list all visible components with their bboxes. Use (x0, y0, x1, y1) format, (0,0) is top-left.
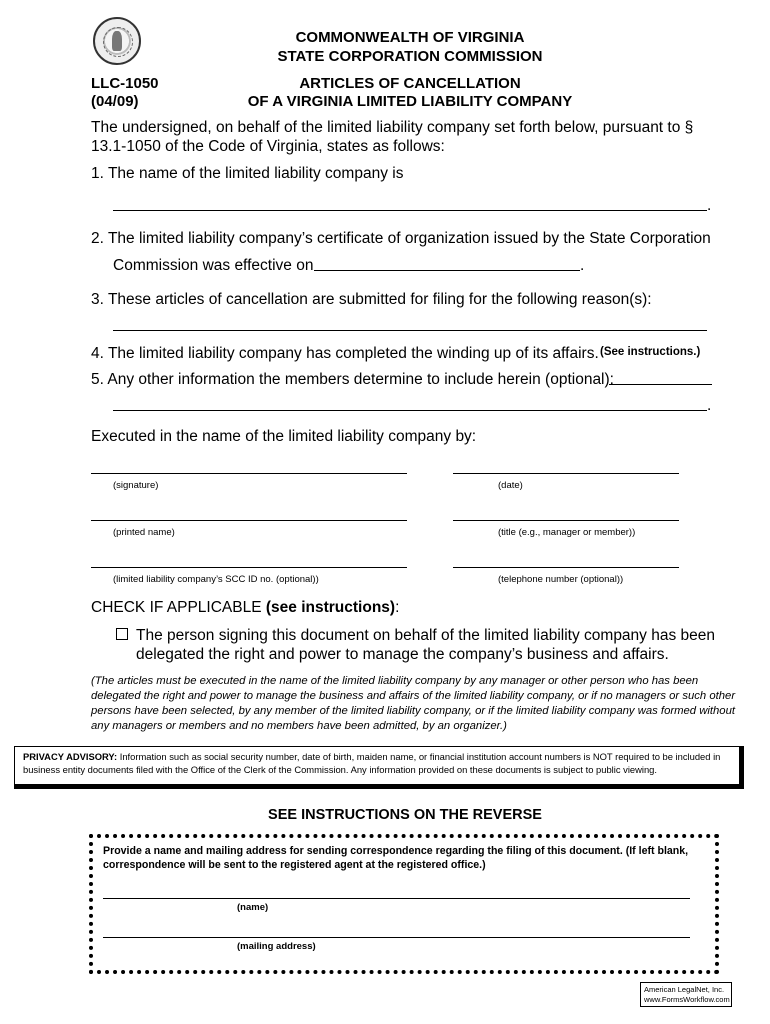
telephone-field[interactable] (453, 567, 679, 568)
publisher-box (640, 982, 732, 1007)
form-number: LLC-1050 (91, 75, 159, 92)
printed-name-field[interactable] (91, 520, 407, 521)
mailing-name-label: (name) (237, 902, 269, 913)
mailing-instructions: Provide a name and mailing address for sending correspondence regarding the filing of this document. (If left blank, correspondence will be sent to the registered agent at the registered office.) (103, 845, 689, 871)
form-title-line1: ARTICLES OF CANCELLATION (299, 75, 521, 92)
form-date: (04/09) (91, 93, 139, 110)
cancellation-reason-field[interactable] (113, 330, 707, 331)
signature-field[interactable] (91, 473, 407, 474)
company-name-field[interactable] (113, 210, 707, 211)
printed-name-label: (printed name) (113, 527, 175, 538)
title-field[interactable] (453, 520, 679, 521)
other-info-field-2[interactable] (113, 410, 707, 411)
check-line-1: The person signing this document on behalf of the limited liability company has been (136, 627, 716, 644)
executed-text: Executed in the name of the limited liability company by: (91, 428, 477, 445)
header-commission: STATE CORPORATION COMMISSION (277, 48, 543, 65)
item-4-see-instructions: (See instructions.) (600, 346, 701, 358)
scc-id-field[interactable] (91, 567, 407, 568)
item-2-effective-text: Commission was effective on (113, 257, 314, 274)
check-heading-colon: : (395, 599, 400, 616)
header-commonwealth: COMMONWEALTH OF VIRGINIA (295, 29, 525, 46)
other-info-field-1[interactable] (609, 384, 712, 385)
privacy-advisory-box (14, 746, 744, 789)
delegated-authority-checkbox[interactable] (116, 628, 128, 640)
mailing-address-field[interactable] (103, 937, 690, 938)
publisher-url: www.FormsWorkflow.com (644, 995, 730, 1004)
privacy-advisory-label: PRIVACY ADVISORY: (23, 751, 118, 762)
item-1-period: . (707, 197, 712, 214)
virginia-seal-logo (93, 17, 141, 65)
item-1-text: 1. The name of the limited liability company is (91, 165, 404, 182)
publisher-name: American LegalNet, Inc. (644, 985, 725, 994)
see-instructions-heading: SEE INSTRUCTIONS ON THE REVERSE (268, 807, 542, 823)
form-title-line2: OF A VIRGINIA LIMITED LIABILITY COMPANY (247, 93, 573, 110)
item-5-text: 5. Any other information the members determine to include herein (optional): (91, 371, 614, 388)
check-line-2: delegated the right and power to manage the company’s business and affairs. (136, 646, 669, 663)
date-label: (date) (498, 480, 523, 491)
title-label: (title (e.g., manager or member)) (498, 527, 636, 538)
intro-paragraph: The undersigned, on behalf of the limited liability company set forth below, pursuant to § 13.1-1050 of the Code of Virginia, states as follows: (91, 119, 694, 155)
check-heading (91, 598, 399, 617)
item-5-period: . (707, 397, 712, 414)
privacy-advisory-text: Information such as social security number, date of birth, maiden name, or financial institution account numbers is NOT required to be included in business entity documents filed with the Office of the Clerk of the Commission. Any information provided on these documents is subject to public viewing. (23, 751, 721, 775)
execution-note: (The articles must be executed in the name of the limited liability company by any manager or other person who has been delegated the right and power to manage the business and affairs of the limited liability company, or if no managers or such other persons have been selected, by any member of the limited liability company, or if the limited liability company was formed without any managers or members and no members have been admitted, by an organizer.) (91, 675, 736, 732)
item-4-text: 4. The limited liability company has completed the winding up of its affairs. (91, 345, 599, 362)
item-2-period: . (580, 257, 585, 274)
scc-id-label: (limited liability company’s SCC ID no. (optional)) (113, 574, 319, 585)
mailing-address-label: (mailing address) (237, 941, 316, 952)
date-field[interactable] (453, 473, 679, 474)
item-3-text: 3. These articles of cancellation are submitted for filing for the following reason(s): (91, 291, 652, 308)
telephone-label: (telephone number (optional)) (498, 574, 624, 585)
item-2-text: 2. The limited liability company’s certificate of organization issued by the State Corporation (91, 230, 711, 247)
signature-label: (signature) (113, 480, 159, 491)
check-heading-plain: CHECK IF APPLICABLE (91, 599, 266, 616)
effective-date-field[interactable] (314, 270, 580, 271)
mailing-name-field[interactable] (103, 898, 690, 899)
check-heading-bold: (see instructions) (265, 599, 396, 616)
